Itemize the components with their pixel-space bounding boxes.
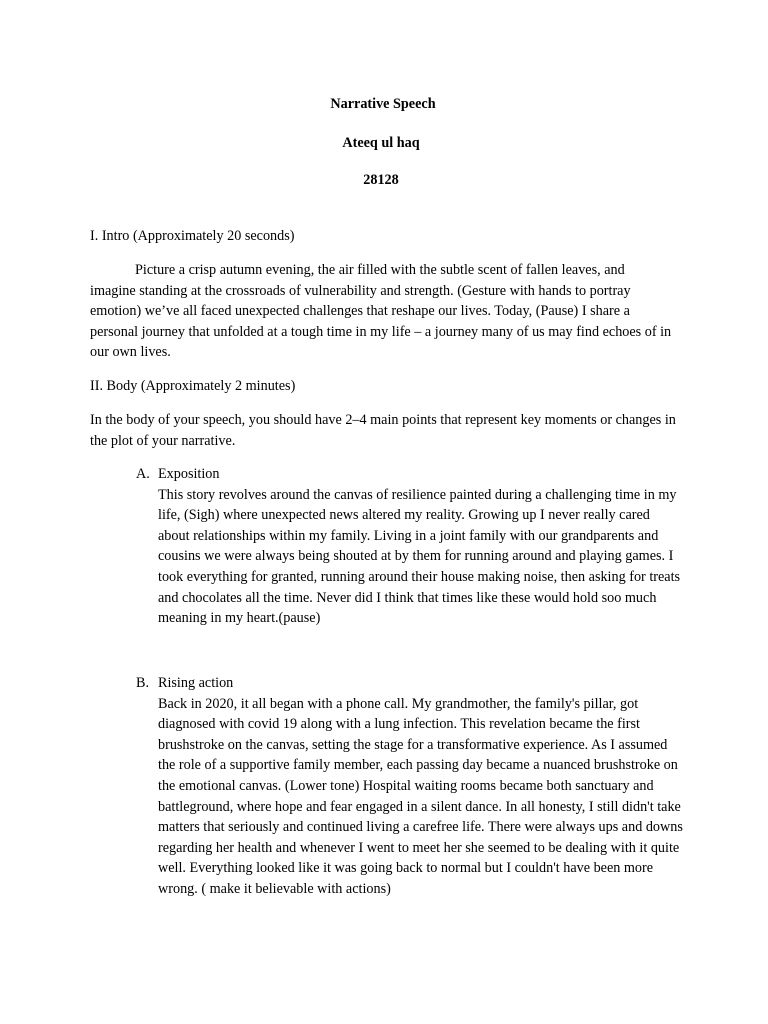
- document-title: Narrative Speech: [330, 96, 436, 112]
- body-paragraph: In the body of your speech, you should have 2–4 main points that represent key moments or changes in the plot of your narrative.: [90, 412, 676, 449]
- section-letter: B.: [136, 675, 150, 691]
- document-page: [90, 94, 690, 897]
- title-block: [90, 94, 690, 190]
- student-id: 28128: [363, 172, 399, 188]
- body-heading: II. Body (Approximately 2 minutes): [90, 378, 296, 394]
- intro-heading: I. Intro (Approximately 20 seconds): [90, 228, 295, 244]
- author-name: Ateeq ul haq: [342, 135, 420, 151]
- section-text: This story revolves around the canvas of resilience painted during a challenging time in my life, (Sigh) where unexpected news altered my reality. Growing up I never really cared about relationships within my family. Living in a joint family with our grandparents and cousins we were always being shouted at by them for running around and playing games. I took everything for granted, running around their house making noise, then asking for treats and chocolates all the time. Never did I think that times like these would hold soo much meaning in my heart.(pause): [158, 486, 681, 627]
- section-exposition: [136, 464, 684, 629]
- section-text: Back in 2020, it all began with a phone call. My grandmother, the family's pillar, got diagnosed with covid 19 along with a lung infection. This revelation became the first brushstroke on the canvas, setting the stage for a transformative experience. As I assumed the role of a supportive family member, each passing day became a nuanced brushstroke on the emotional canvas. (Lower tone) Hospital waiting rooms became both sanctuary and battleground, where hope and fear engaged in a silent dance. In all honesty, I still didn't take matters that seriously and continued living a carefree life. There were always ups and downs regarding her health and whenever I went to meet her she seemed to be dealing with it quite well. Everything looked like it was going back to normal but I couldn't have been more wrong. ( make it believable with actions): [158, 695, 683, 897]
- intro-paragraph: Picture a crisp autumn evening, the air filled with the subtle scent of fallen leaves, and imagine standing at the crossroads of vulnerability and strength. (Gesture with hands to portray emotion) we’ve all faced unexpected challenges that reshape our lives. Today, (Pause) I share a personal journey that unfolded at a tough time in my life – a journey many of us may find echoes of in our own lives.: [90, 262, 672, 361]
- section-rising-action: [136, 673, 684, 900]
- section-letter: A.: [136, 466, 150, 482]
- section-label: [136, 464, 684, 485]
- section-label: [136, 673, 684, 694]
- section-title: Exposition: [158, 466, 220, 482]
- section-title: Rising action: [158, 675, 234, 691]
